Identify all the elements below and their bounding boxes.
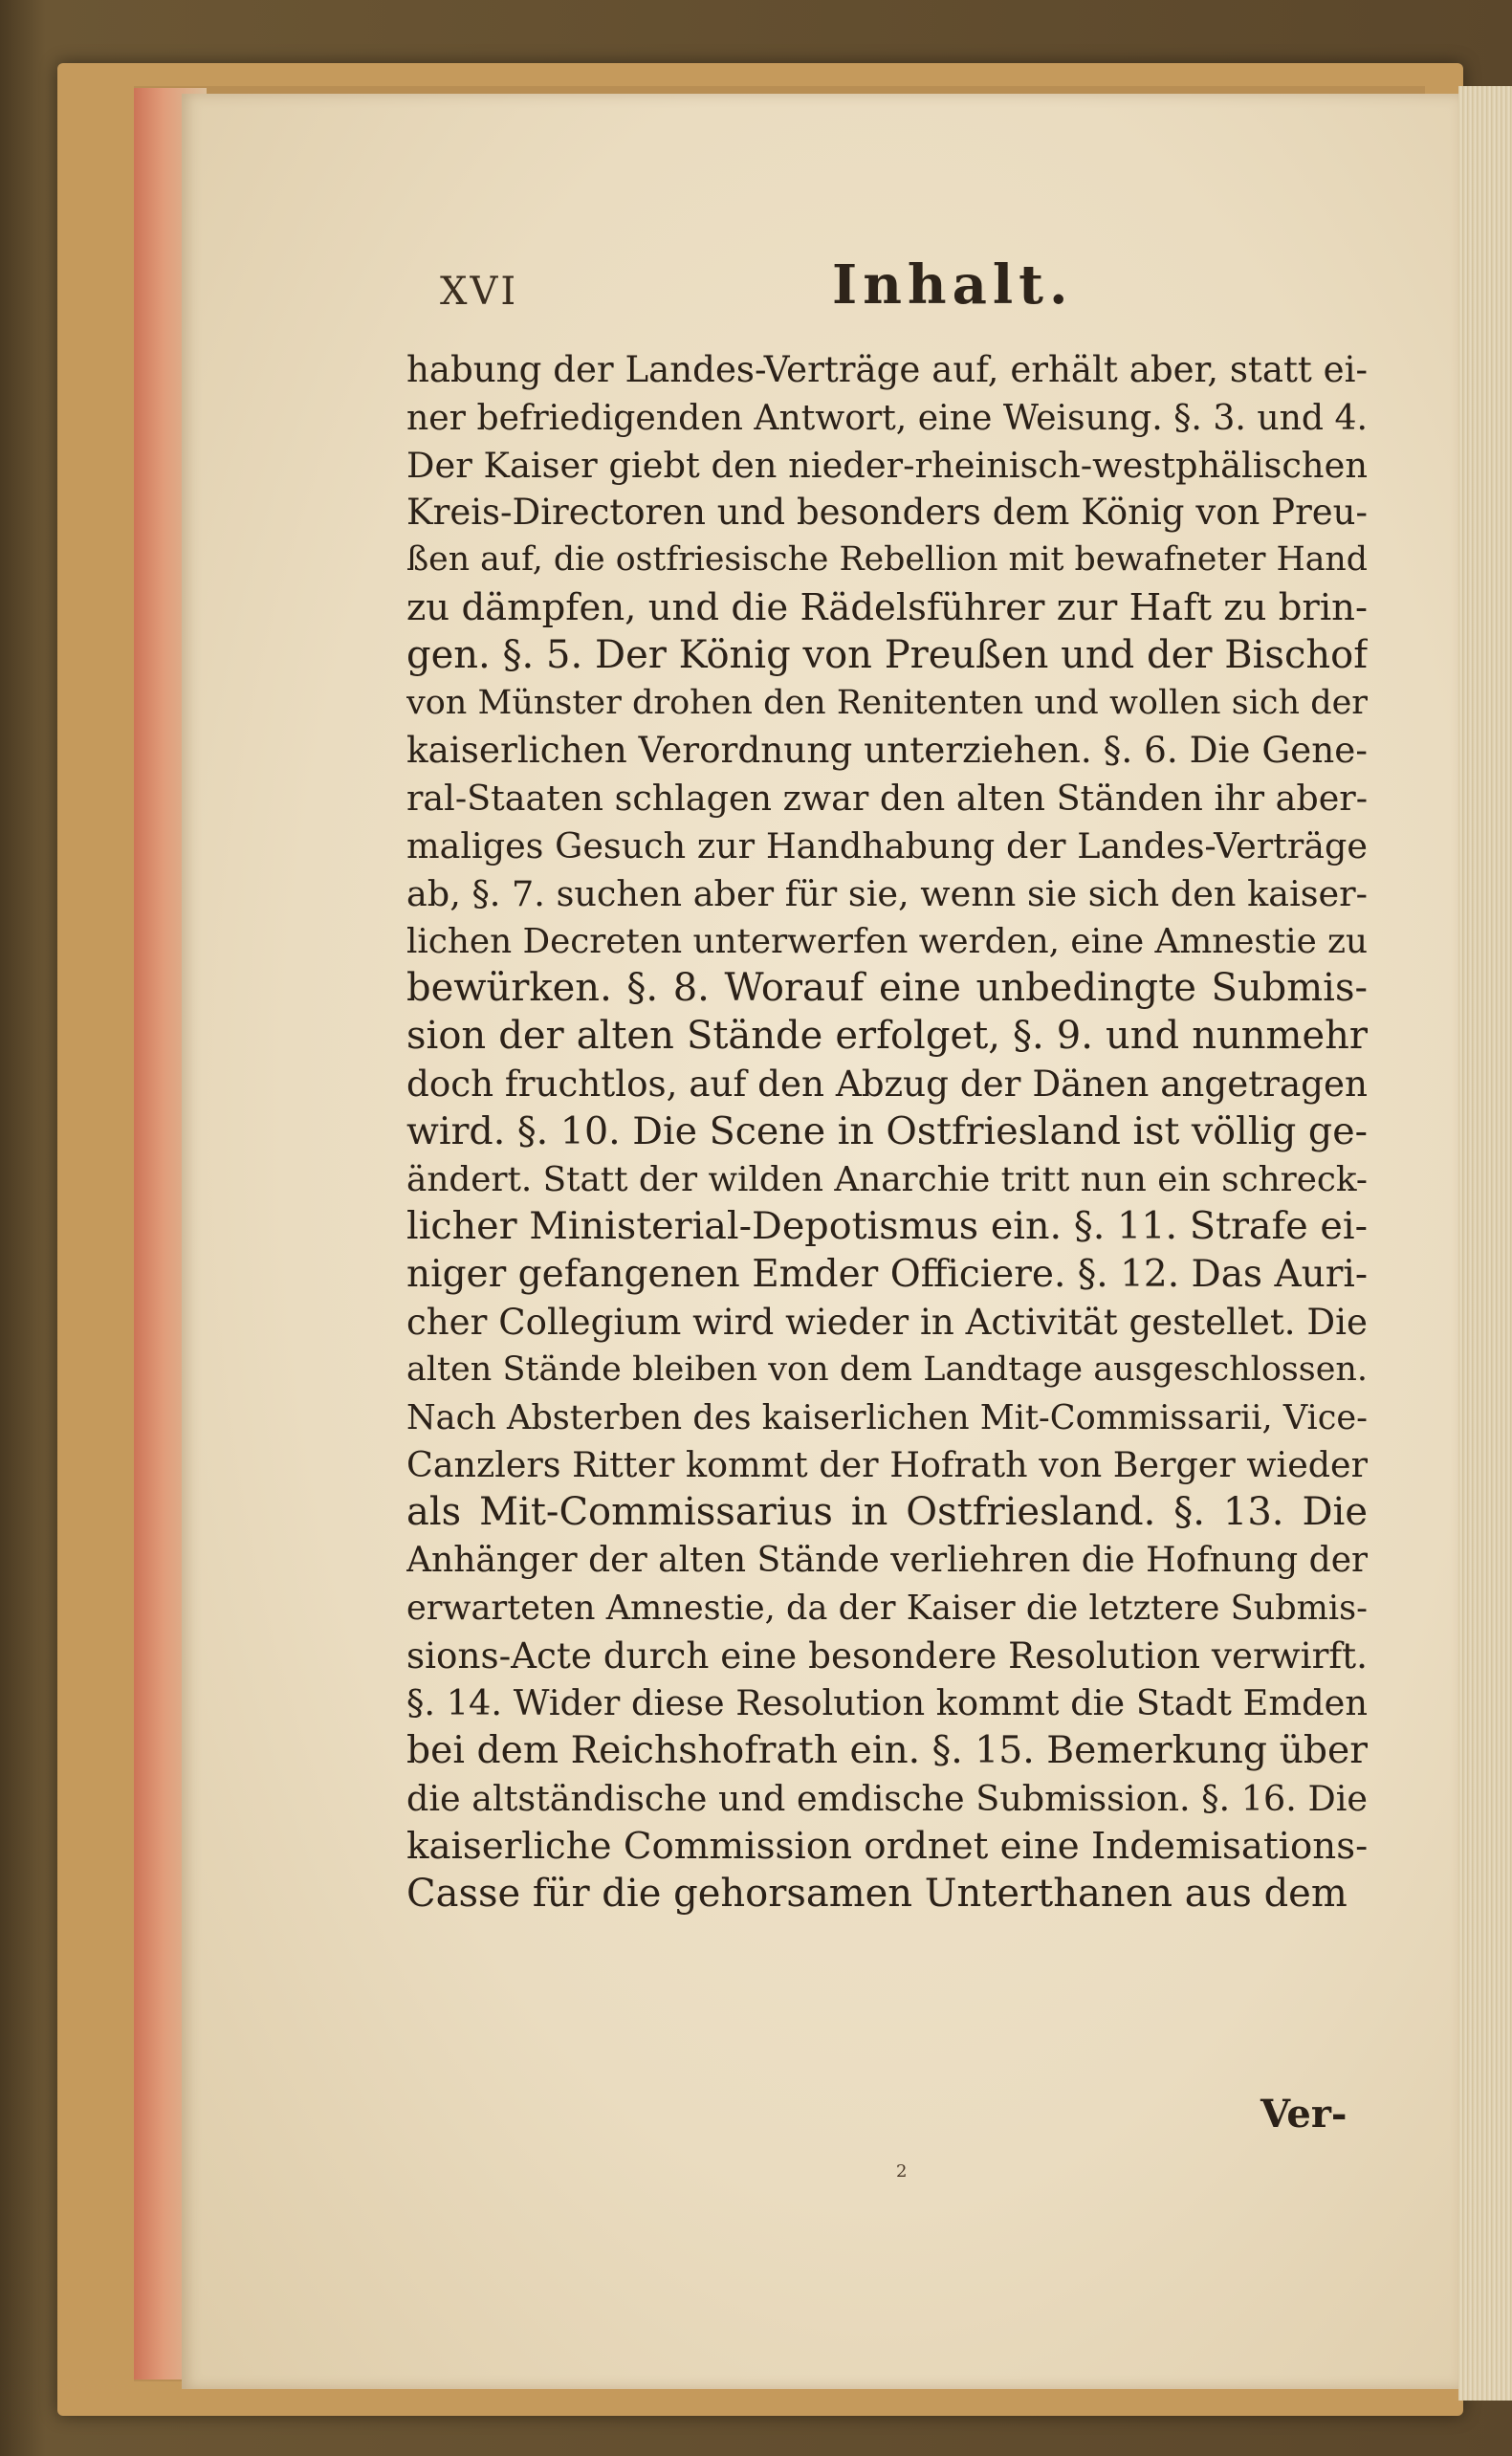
text-line: Nach Absterben des kaiserlichen Mit-Commissarii, Vice- (406, 1397, 1368, 1437)
text-line: ner befriedigenden Antwort, eine Weisung. §. 3. und 4. (406, 396, 1368, 438)
text-line: Kreis-Directoren und besonders dem König von Preu- (406, 492, 1368, 534)
text-line: lichen Decreten unterwerfen werden, eine Amnestie zu (406, 921, 1368, 961)
catchword: Ver- (1260, 2092, 1348, 2137)
text-line: als Mit-Commissarius in Ostfriesland. §. 13. Die (406, 1490, 1368, 1535)
text-line: Der Kaiser giebt den nieder-rheinisch-westphälischen (406, 444, 1368, 486)
text-line: Casse für die gehorsamen Unterthanen aus dem (406, 1871, 1348, 1916)
text-line: gen. §. 5. Der König von Preußen und der Bischof (406, 632, 1368, 677)
text-line: von Münster drohen den Renitenten und wollen sich der (406, 683, 1368, 722)
text-line: maliges Gesuch zur Handhabung der Landes-Verträge (406, 824, 1368, 866)
text-line: ab, §. 7. suchen aber für sie, wenn sie sich den kaiser- (406, 872, 1368, 914)
text-line: sions-Acte durch eine besondere Resolution verwirft. (406, 1634, 1368, 1677)
text-line: kaiserlichen Verordnung unterziehen. §. 6. Die Gene- (406, 729, 1368, 772)
text-line: Canzlers Ritter kommt der Hofrath von Berger wieder (406, 1444, 1368, 1486)
page-number: XVI (440, 270, 519, 314)
text-line: zu dämpfen, und die Rädelsführer zur Haft zu brin- (406, 585, 1368, 629)
signature-mark: 2 (896, 2161, 908, 2182)
text-line: ändert. Statt der wilden Anarchie tritt nun ein schreck- (406, 1159, 1368, 1199)
text-line: wird. §. 10. Die Scene in Ostfriesland ist völlig ge- (406, 1108, 1368, 1153)
text-line: bei dem Reichshofrath ein. §. 15. Bemerkung über (406, 1729, 1368, 1773)
text-line: sion der alten Stände erfolget, §. 9. und nunmehr (406, 1014, 1368, 1059)
text-line: bewürken. §. 8. Worauf eine unbedingte Submis- (406, 966, 1368, 1011)
text-line: erwarteten Amnestie, da der Kaiser die letztere Submis- (406, 1588, 1368, 1628)
text-line: doch fruchtlos, auf den Abzug der Dänen angetragen (406, 1062, 1368, 1105)
text-line: habung der Landes-Verträge auf, erhält aber, statt ei- (406, 349, 1368, 390)
text-line: licher Ministerial-Depotismus ein. §. 11. Strafe ei- (406, 1204, 1368, 1249)
text-line: Anhänger der alten Stände verliehren die Hofnung der (406, 1540, 1368, 1580)
text-line: ral-Staaten schlagen zwar den alten Ständen ihr aber- (406, 778, 1368, 820)
text-line: niger gefangenen Emder Officiere. §. 12. Das Auri- (406, 1253, 1368, 1297)
body-text (406, 346, 1368, 2094)
text-line: ßen auf, die ostfriesische Rebellion mit bewafneter Hand (406, 540, 1368, 580)
text-line: cher Collegium wird wieder in Activität gestellet. Die (406, 1301, 1368, 1343)
page-title: Inhalt. (832, 253, 1074, 317)
text-line: alten Stände bleiben von dem Landtage ausgeschlossen. (406, 1349, 1368, 1389)
text-line: §. 14. Wider diese Resolution kommt die Stadt Emden (406, 1682, 1368, 1724)
text-line: kaiserliche Commission ordnet eine Indemisations- (406, 1824, 1368, 1868)
page-edges (1458, 86, 1512, 2401)
text-line: die altständische und emdische Submission. §. 16. Die (406, 1777, 1368, 1819)
